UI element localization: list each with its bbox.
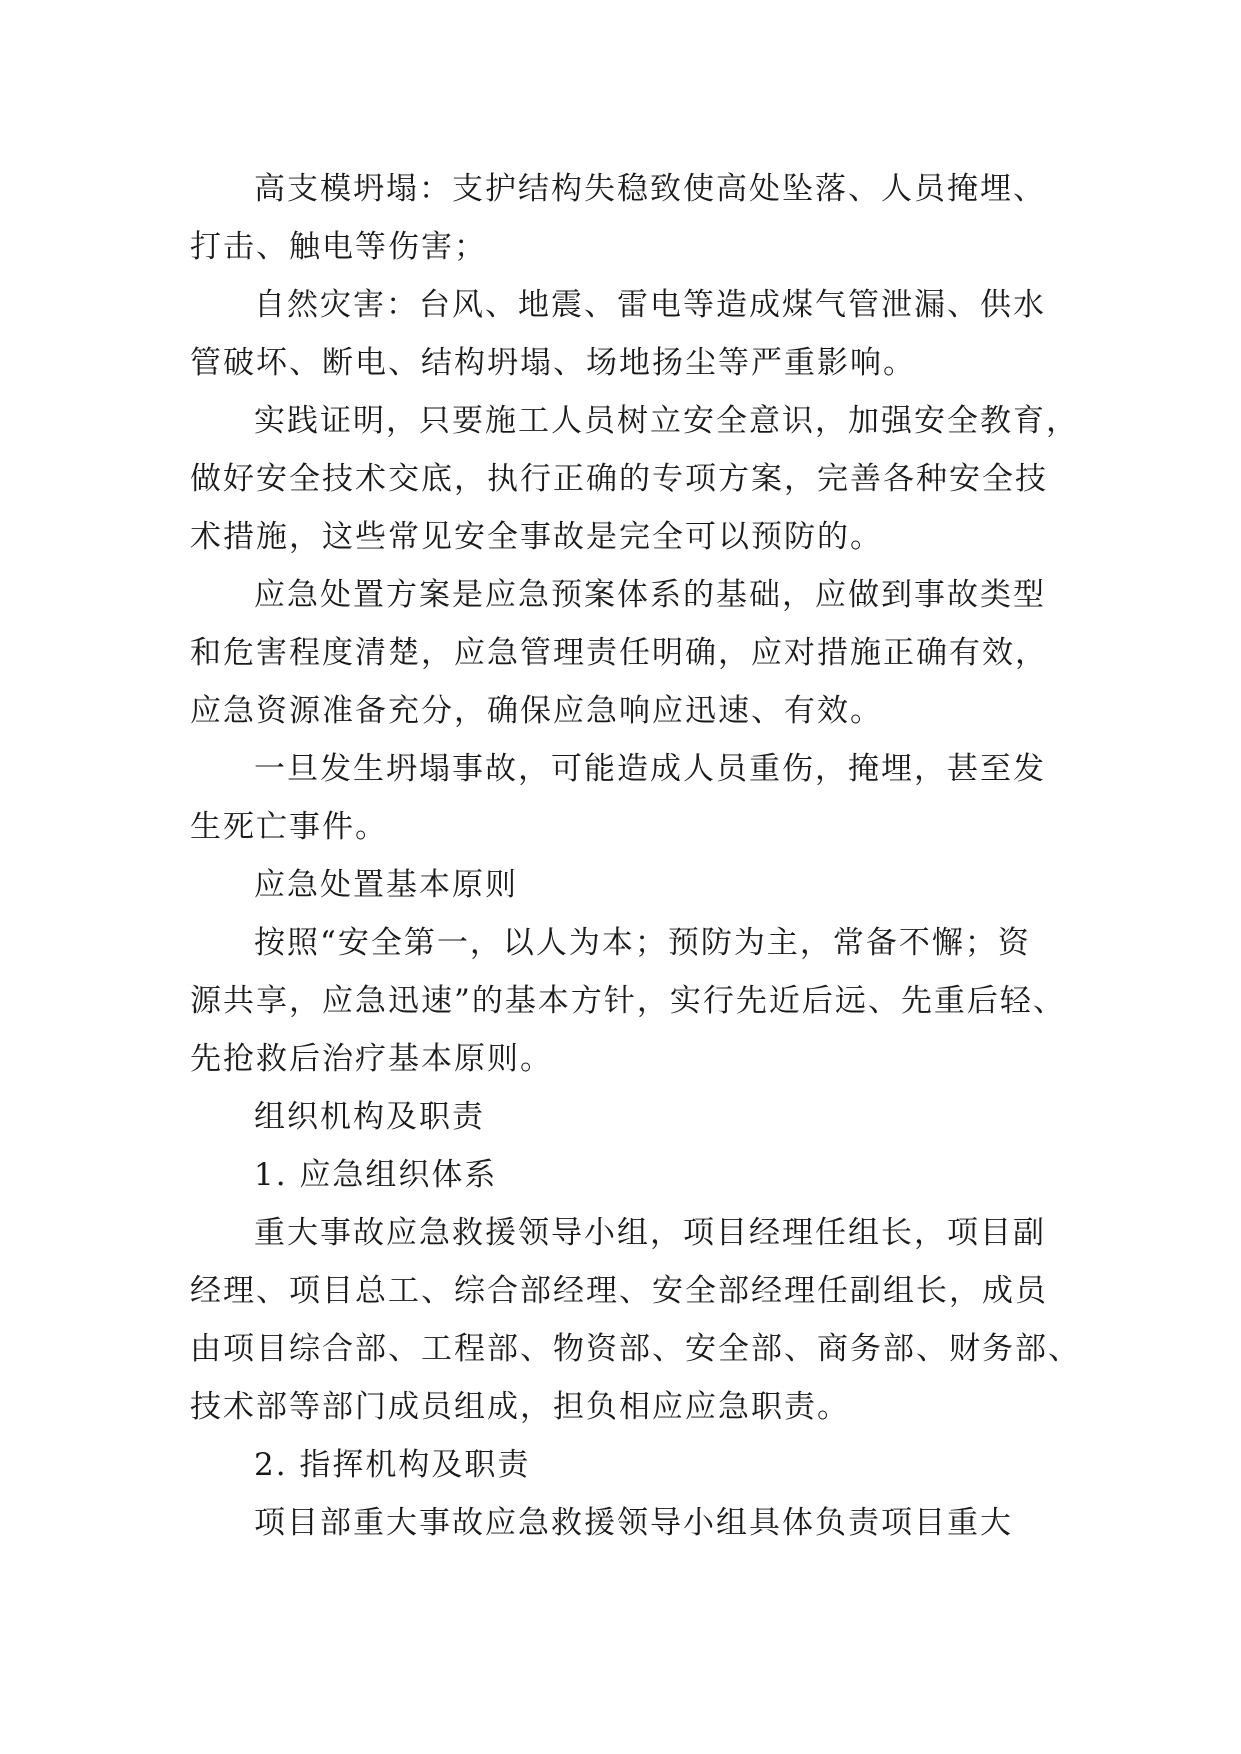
subsection-heading: 1. 应急组织体系: [254, 1157, 498, 1193]
paragraph-line: 做好安全技术交底，执行正确的专项方案，完善各种安全技: [190, 461, 1048, 497]
paragraph-line: 项目部重大事故应急救援领导小组具体负责项目重大: [254, 1505, 1013, 1541]
paragraph-line: 术措施，这些常见安全事故是完全可以预防的。: [190, 519, 883, 555]
paragraph-line: 管破坏、断电、结构坍塌、场地扬尘等严重影响。: [190, 345, 916, 381]
paragraph-line: 和危害程度清楚，应急管理责任明确，应对措施正确有效，: [190, 635, 1048, 671]
section-heading: 组织机构及职责: [254, 1099, 485, 1135]
paragraph-line: 经理、项目总工、综合部经理、安全部经理任副组长，成员: [190, 1273, 1048, 1309]
paragraph-line: 技术部等部门成员组成，担负相应应急职责。: [190, 1389, 850, 1425]
paragraph-line: 源共享，应急迅速”的基本方针，实行先近后远、先重后轻、: [190, 983, 1066, 1019]
subsection-heading: 2. 指挥机构及职责: [254, 1447, 531, 1483]
document-body: [190, 160, 1081, 1552]
section-heading: 应急处置基本原则: [254, 867, 518, 903]
paragraph-line: 按照“安全第一，以人为本；预防为主，常备不懈；资: [254, 925, 1031, 961]
paragraph-line: 实践证明，只要施工人员树立安全意识，加强安全教育，: [254, 403, 1079, 439]
paragraph-line: 应急资源准备充分，确保应急响应迅速、有效。: [190, 693, 883, 729]
paragraph-line: 自然灾害：台风、地震、雷电等造成煤气管泄漏、供水: [254, 287, 1046, 323]
paragraph-line: 由项目综合部、工程部、物资部、安全部、商务部、财务部、: [190, 1331, 1081, 1367]
paragraph-line: 重大事故应急救援领导小组，项目经理任组长，项目副: [254, 1215, 1046, 1251]
paragraph-line: 先抢救后治疗基本原则。: [190, 1041, 553, 1077]
paragraph-line: 打击、触电等伤害；: [190, 229, 487, 265]
paragraph-line: 生死亡事件。: [190, 809, 388, 845]
paragraph-line: 应急处置方案是应急预案体系的基础，应做到事故类型: [254, 577, 1046, 613]
paragraph-line: 一旦发生坍塌事故，可能造成人员重伤，掩埋，甚至发: [254, 751, 1046, 787]
paragraph-line: 高支模坍塌：支护结构失稳致使高处坠落、人员掩埋、: [254, 171, 1046, 207]
